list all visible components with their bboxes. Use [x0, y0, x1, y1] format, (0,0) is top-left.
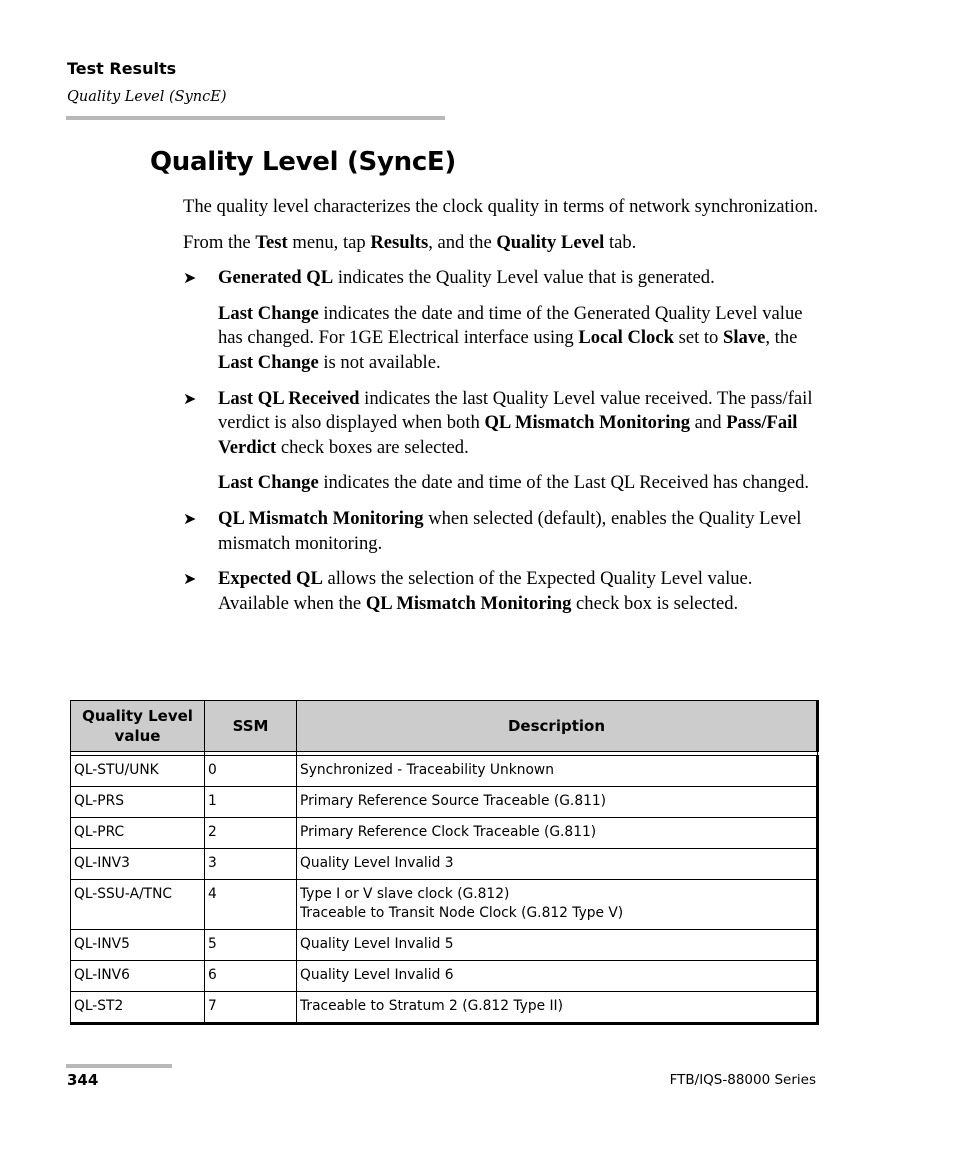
bullet-text: and: [690, 412, 727, 434]
term-last-ql-received: Last QL Received: [218, 387, 360, 409]
table-row: [71, 756, 818, 787]
sub-text: indicates the date and time of the Generated Quality Level value has changed. For 1GE Electrical interface using: [218, 302, 803, 349]
cell-ql-value: QL-SSU-A/TNC: [71, 880, 205, 930]
column-header-ssm: SSM: [205, 701, 297, 752]
cell-ssm: 0: [205, 756, 297, 787]
table-row: [71, 818, 818, 849]
table-header-row: [71, 701, 818, 752]
cell-description: Quality Level Invalid 5: [297, 930, 818, 961]
term-last-change: Last Change: [218, 472, 319, 494]
table-row: [71, 849, 818, 880]
running-header: [67, 58, 445, 107]
term-local-clock: Local Clock: [578, 327, 674, 349]
nav-text: tab.: [604, 231, 637, 253]
column-header-ql-value: Quality Level value: [71, 701, 205, 752]
arrow-bullet-icon: ➤: [183, 510, 197, 528]
table-row: [71, 961, 818, 992]
column-header-description: Description: [297, 701, 818, 752]
sub-text: , the: [765, 327, 798, 349]
sub-text: is not available.: [318, 351, 441, 373]
nav-test-menu: Test: [255, 231, 288, 253]
bullet-text: check boxes are selected.: [276, 436, 469, 458]
footer-divider: [66, 1064, 172, 1068]
term-last-change: Last Change: [218, 351, 319, 373]
term-slave: Slave: [723, 327, 766, 349]
cell-ssm: 6: [205, 961, 297, 992]
table-row: [71, 880, 818, 930]
cell-description: [297, 880, 818, 930]
product-series: FTB/IQS-88000 Series: [669, 1072, 816, 1088]
generated-ql-last-change: [183, 302, 823, 376]
cell-ssm: 1: [205, 787, 297, 818]
page-number: 344: [67, 1071, 99, 1089]
cell-ssm: 5: [205, 930, 297, 961]
page-title: Quality Level (SyncE): [150, 147, 456, 177]
description-line: Traceable to Transit Node Clock (G.812 Type V): [300, 905, 624, 921]
term-expected-ql: Expected QL: [218, 568, 323, 590]
body-content: [183, 195, 823, 627]
term-ql-mismatch-monitoring: QL Mismatch Monitoring: [484, 412, 691, 434]
nav-quality-level-tab: Quality Level: [496, 231, 605, 253]
cell-ql-value: QL-PRS: [71, 787, 205, 818]
cell-ql-value: QL-INV3: [71, 849, 205, 880]
cell-ql-value: QL-INV6: [71, 961, 205, 992]
term-generated-ql: Generated QL: [218, 267, 334, 289]
cell-description: Quality Level Invalid 3: [297, 849, 818, 880]
cell-ssm: 3: [205, 849, 297, 880]
term-pass-fail-verdict: Pass/Fail Verdict: [218, 412, 798, 458]
sub-text: indicates the date and time of the Last QL Received has changed.: [318, 472, 810, 494]
quality-level-table: [70, 700, 819, 1025]
term-ql-mismatch-monitoring: QL Mismatch Monitoring: [218, 507, 424, 529]
nav-text: , and the: [428, 231, 497, 253]
table-row: [71, 787, 818, 818]
cell-description: Quality Level Invalid 6: [297, 961, 818, 992]
cell-ssm: 4: [205, 880, 297, 930]
cell-description: Primary Reference Source Traceable (G.811): [297, 787, 818, 818]
cell-ql-value: QL-INV5: [71, 930, 205, 961]
description-line: Type I or V slave clock (G.812): [300, 886, 510, 902]
term-last-change: Last Change: [218, 302, 319, 324]
nav-text: menu, tap: [287, 231, 371, 253]
arrow-bullet-icon: ➤: [183, 270, 197, 288]
term-ql-mismatch-monitoring: QL Mismatch Monitoring: [365, 592, 572, 614]
bullet-last-ql-received: [183, 387, 823, 461]
table-row: [71, 930, 818, 961]
sub-text: set to: [673, 327, 724, 349]
arrow-bullet-icon: ➤: [183, 571, 197, 589]
bullet-text: when selected (default), enables the Quality Level mismatch monitoring.: [218, 507, 802, 554]
nav-text: From the: [183, 231, 256, 253]
bullet-text: indicates the Quality Level value that is generated.: [333, 267, 715, 289]
header-divider: [66, 116, 445, 120]
bullet-expected-ql: [183, 567, 823, 616]
bullet-text: check box is selected.: [571, 592, 739, 614]
cell-ssm: 7: [205, 992, 297, 1024]
cell-description: Primary Reference Clock Traceable (G.811): [297, 818, 818, 849]
header-section-subtitle: Quality Level (SyncE): [67, 89, 227, 105]
nav-results: Results: [370, 231, 429, 253]
cell-ql-value: QL-PRC: [71, 818, 205, 849]
header-section-title: Test Results: [67, 59, 177, 78]
intro-paragraph: The quality level characterizes the clock quality in terms of network synchronization.: [183, 196, 819, 217]
table-row: [71, 992, 818, 1024]
bullet-text: indicates the last Quality Level value received. The pass/fail verdict is also displayed when both: [218, 387, 813, 434]
cell-description: Traceable to Stratum 2 (G.812 Type II): [297, 992, 818, 1024]
cell-ssm: 2: [205, 818, 297, 849]
bullet-text: allows the selection of the Expected Quality Level value. Available when the: [218, 568, 753, 614]
bullet-ql-mismatch-monitoring: [183, 507, 823, 556]
bullet-generated-ql: [183, 266, 823, 291]
cell-description: Synchronized - Traceability Unknown: [297, 756, 818, 787]
arrow-bullet-icon: ➤: [183, 390, 197, 408]
cell-ql-value: QL-ST2: [71, 992, 205, 1024]
last-ql-received-last-change: [183, 471, 823, 496]
navigation-paragraph: [183, 231, 823, 256]
cell-ql-value: QL-STU/UNK: [71, 756, 205, 787]
